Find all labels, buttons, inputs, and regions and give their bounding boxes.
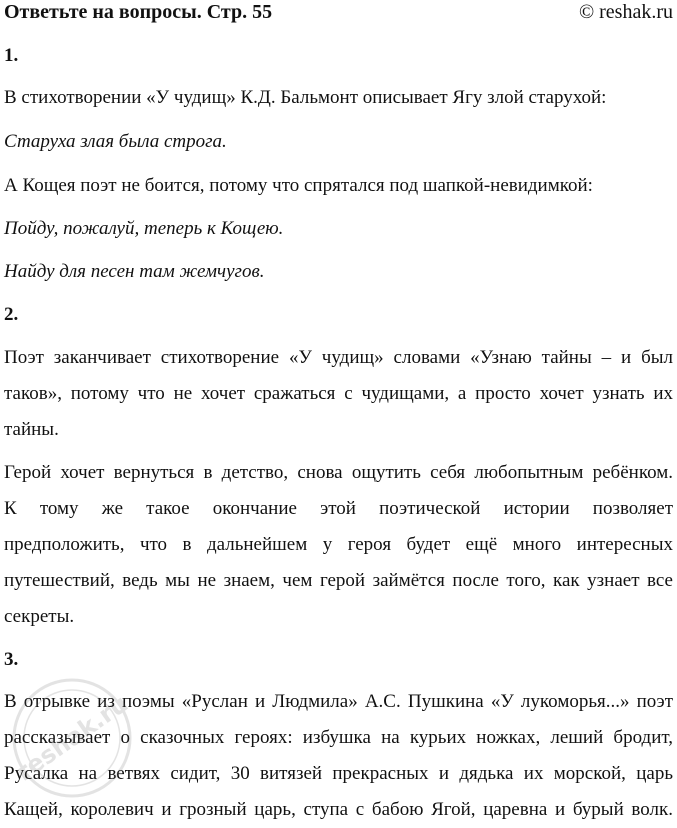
- section-1-number: 1.: [4, 45, 19, 66]
- section-3-paragraph-line: В отрывке из поэмы «Руслан и Людмила» А.С. Пушкина «У лукоморья...» поэт: [4, 691, 673, 712]
- section-2-number: 2.: [4, 304, 19, 325]
- section-3-paragraph-line: рассказывает о сказочных героях: избушка на курьих ножках, леший бродит,: [4, 727, 673, 748]
- section-1-paragraph-1: В стихотворении «У чудищ» К.Д. Бальмонт описывает Ягу злой старухой:: [4, 87, 607, 108]
- section-1-quote-1: Старуха злая была строга.: [4, 131, 227, 152]
- section-2-paragraph-2-line: секреты.: [4, 606, 75, 627]
- section-1-quote-3: Найду для песен там жемчугов.: [4, 261, 265, 282]
- section-2-paragraph-1: [4, 340, 673, 448]
- section-2-paragraph-1-line: тайны.: [4, 419, 59, 440]
- section-2-paragraph-2: [4, 455, 673, 635]
- section-2-paragraph-2-line: путешествий, ведь мы не знаем, чем герой займётся после того, как узнает все: [4, 570, 673, 591]
- section-2-paragraph-2-line: К тому же такое окончание этой поэтической истории позволяет: [4, 498, 673, 519]
- watermark-text: reshak.ru: [10, 689, 134, 787]
- page-title: Ответьте на вопросы. Стр. 55: [4, 1, 273, 23]
- section-1-quote-2: Пойду, пожалуй, теперь к Кощею.: [4, 218, 284, 239]
- section-2-paragraph-1-line: таков», потому что не хочет сражаться с чудищами, а просто хочет узнать их: [4, 383, 673, 404]
- section-1-paragraph-2: А Кощея поэт не боится, потому что спрятался под шапкой-невидимкой:: [4, 175, 593, 196]
- source-label: © reshak.ru: [578, 1, 673, 23]
- section-2-paragraph-2-line: предположить, что в дальнейшем у героя будет ещё много интересных: [4, 534, 673, 555]
- section-3-paragraph: [4, 684, 673, 828]
- section-2-paragraph-1-line: Поэт заканчивает стихотворение «У чудищ» словами «Узнаю тайны – и был: [4, 347, 673, 368]
- section-3-paragraph-line: Кащей, королевич и грозный царь, ступа с бабою Ягой, царевна и бурый волк.: [4, 799, 673, 820]
- section-3-paragraph-line: Русалка на ветвях сидит, 30 витязей прекрасных и дядька их морской, царь: [4, 763, 673, 784]
- section-3-number: 3.: [4, 649, 19, 670]
- section-2-paragraph-2-line: Герой хочет вернуться в детство, снова ощутить себя любопытным ребёнком.: [4, 462, 673, 483]
